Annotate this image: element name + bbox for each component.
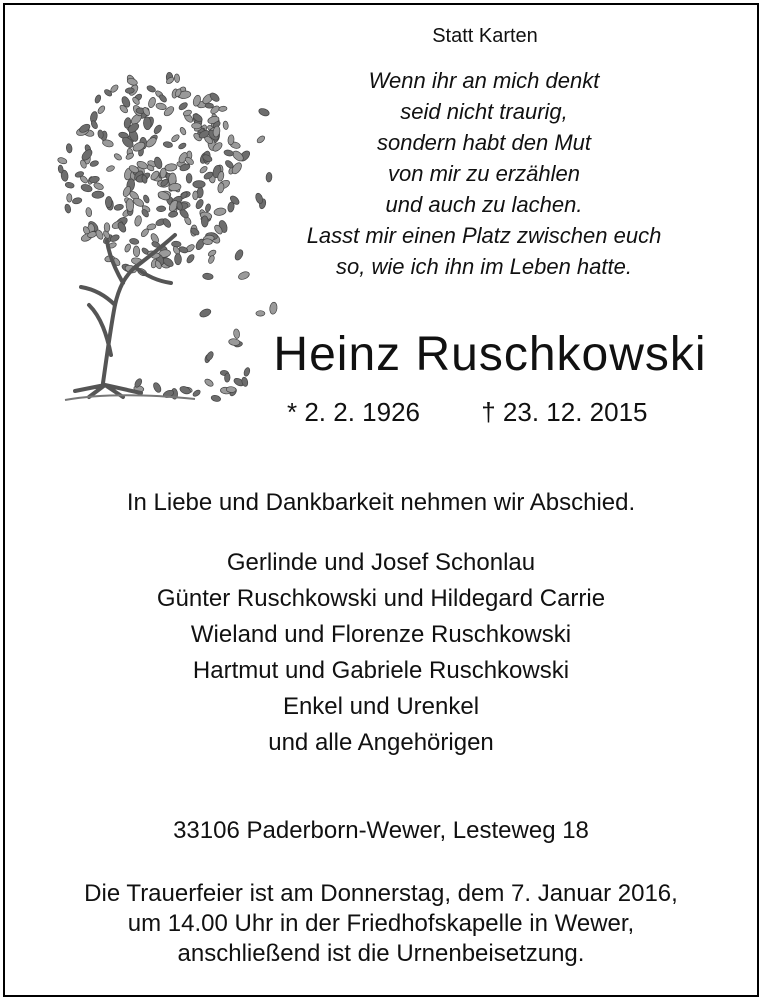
- leaf-shape: [217, 182, 224, 193]
- death-date: † 23. 12. 2015: [481, 397, 648, 427]
- leaf-shape: [178, 142, 187, 150]
- leaf-shape: [80, 183, 93, 193]
- mourner-line: Enkel und Urenkel: [282, 693, 480, 720]
- leaf-shape: [153, 156, 163, 169]
- mourner-line: Günter Ruschkowski und Hildegard Carrie: [156, 585, 606, 612]
- poem-line: Lasst mir einen Platz zwischen euch: [306, 223, 662, 248]
- leaf-shape: [163, 141, 173, 148]
- leaf-shape: [179, 126, 187, 135]
- leaf-shape: [155, 102, 167, 110]
- leaf-shape: [218, 106, 227, 112]
- poem-line: so, wie ich ihn im Leben hatte.: [336, 254, 632, 279]
- leaf-shape: [125, 152, 135, 161]
- leaf-shape: [226, 386, 236, 392]
- service-line: Die Trauerfeier ist am Donnerstag, dem 7. Januar 2016,: [84, 880, 678, 907]
- leaf-shape: [58, 165, 64, 174]
- leaf-shape: [179, 385, 192, 395]
- leaf-shape: [205, 203, 212, 212]
- leaf-shape: [125, 88, 134, 94]
- leaf-shape: [65, 182, 75, 189]
- leaf-shape: [72, 197, 83, 205]
- leaf-shape: [168, 211, 178, 218]
- poem-line: Wenn ihr an mich denkt: [368, 68, 600, 93]
- leaf-shape: [114, 203, 124, 211]
- leaf-shape: [170, 133, 180, 143]
- leaf-shape: [126, 199, 134, 212]
- leaf-shape: [237, 270, 250, 281]
- leaf-shape: [92, 191, 104, 199]
- leaf-shape: [113, 152, 123, 161]
- leaf-shape: [256, 311, 265, 316]
- leaf-shape: [129, 238, 139, 245]
- leaf-shape: [174, 74, 180, 83]
- mourners-list: [5, 545, 757, 761]
- leaf-shape: [223, 121, 229, 130]
- leaf-shape: [66, 143, 73, 153]
- farewell-text: In Liebe und Dankbarkeit nehmen wir Abschied.: [126, 489, 636, 516]
- leaf-shape: [146, 223, 156, 231]
- obituary-notice: [3, 3, 759, 997]
- leaf-shape: [204, 378, 215, 388]
- header-label: Statt Karten: [432, 25, 538, 47]
- leaf-shape: [175, 254, 182, 265]
- mourner-line: Wieland und Florenze Ruschkowski: [190, 621, 572, 648]
- leaf-shape: [269, 302, 278, 315]
- poem-line: und auch zu lachen.: [385, 192, 583, 217]
- leaf-shape: [207, 255, 215, 265]
- poem-line: sondern habt den Mut: [376, 130, 592, 155]
- life-dates: [287, 397, 648, 428]
- leaf-shape: [202, 273, 213, 280]
- leaf-shape: [192, 123, 202, 129]
- leaf-shape: [142, 194, 150, 204]
- leaf-shape: [89, 160, 99, 168]
- leaf-shape: [93, 182, 105, 191]
- leaf-shape: [152, 381, 162, 393]
- leaf-shape: [256, 135, 266, 145]
- leaf-shape: [192, 389, 201, 398]
- leaf-shape: [105, 196, 112, 207]
- leaf-shape: [193, 181, 205, 188]
- leaf-shape: [199, 307, 212, 318]
- poem: [267, 65, 701, 282]
- leaf-shape: [147, 96, 157, 108]
- service-line: anschließend ist die Urnenbeisetzung.: [177, 940, 585, 967]
- leaf-shape: [64, 204, 72, 214]
- leaf-shape: [234, 249, 245, 262]
- leaf-shape: [124, 243, 132, 253]
- mourner-line: Gerlinde und Josef Schonlau: [226, 549, 536, 576]
- leaf-shape: [156, 206, 165, 212]
- leaf-shape: [97, 105, 107, 115]
- mourner-line: und alle Angehörigen: [268, 729, 494, 756]
- service-info: [5, 879, 757, 969]
- leaf-shape: [203, 239, 213, 245]
- leaf-shape: [186, 174, 192, 184]
- address: 33106 Paderborn-Wewer, Lesteweg 18: [173, 817, 589, 844]
- leaf-shape: [178, 101, 189, 111]
- deceased-name: Heinz Ruschkowski: [273, 328, 707, 381]
- leaf-shape: [165, 163, 178, 171]
- leaf-shape: [57, 157, 68, 165]
- leaf-shape: [85, 207, 92, 217]
- mourner-line: Hartmut und Gabriele Ruschkowski: [192, 657, 570, 684]
- leaf-shape: [134, 215, 142, 227]
- leaf-shape: [153, 124, 163, 135]
- leaf-shape: [205, 103, 214, 108]
- leaf-shape: [185, 253, 195, 264]
- leaf-shape: [214, 207, 227, 216]
- leaf-shape: [211, 394, 222, 402]
- leaf-shape: [106, 165, 116, 173]
- leaf-shape: [146, 85, 156, 94]
- leaf-shape: [97, 129, 104, 138]
- leaf-shape: [94, 94, 102, 104]
- leaf-shape: [67, 194, 72, 203]
- leaf-shape: [193, 191, 198, 200]
- poem-line: von mir zu erzählen: [388, 161, 580, 186]
- leaf-shape: [201, 216, 208, 227]
- leaf-shape: [223, 149, 234, 157]
- leaf-shape: [104, 223, 110, 232]
- poem-line: seid nicht traurig,: [400, 99, 568, 124]
- birth-date: * 2. 2. 1926: [287, 397, 420, 427]
- leaf-shape: [133, 246, 140, 257]
- service-line: um 14.00 Uhr in der Friedhofskapelle in Wewer,: [127, 910, 635, 937]
